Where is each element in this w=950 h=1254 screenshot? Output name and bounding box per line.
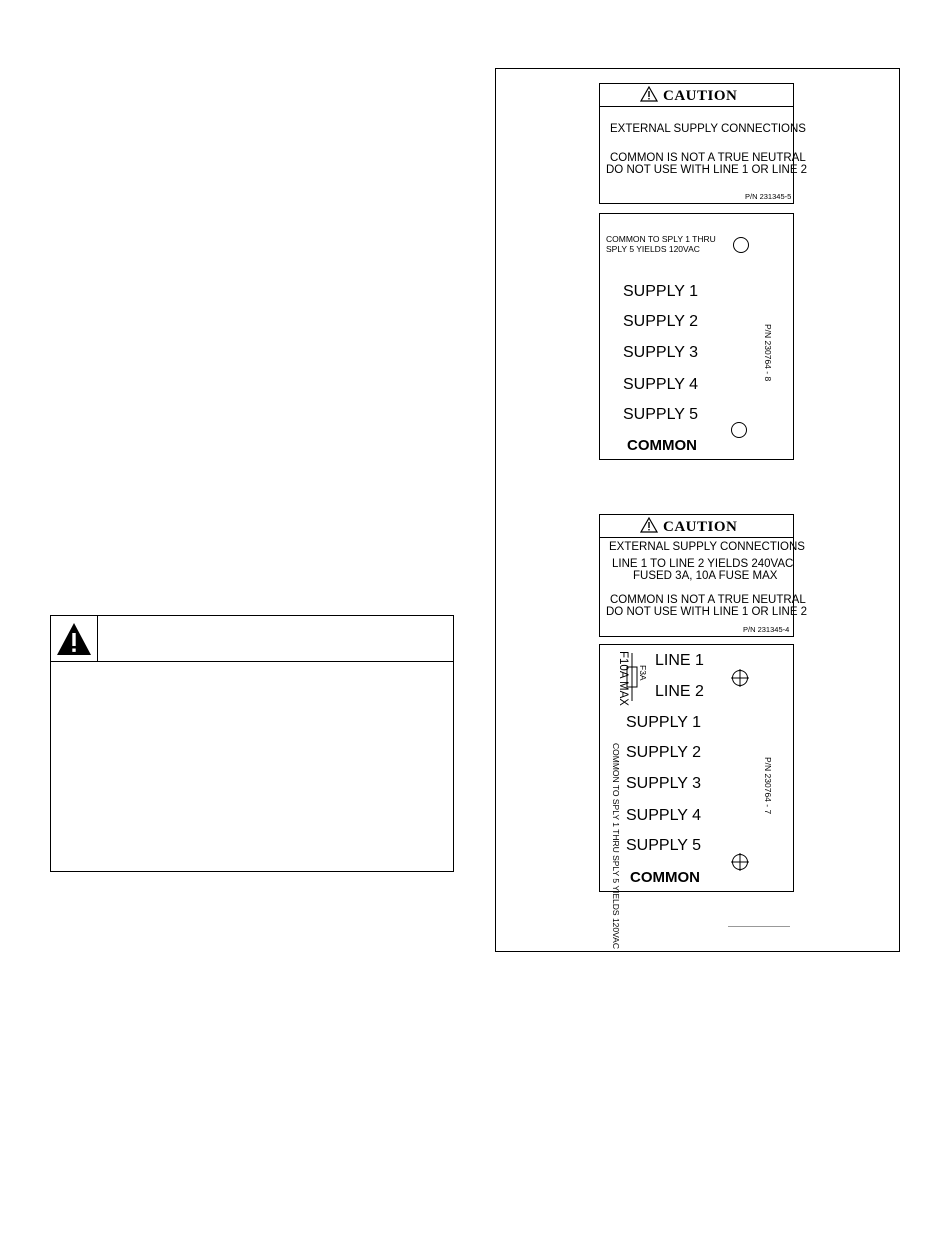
- mounting-hole-icon: [733, 237, 749, 253]
- common-terminal-label: COMMON: [627, 437, 697, 454]
- caution-header: [600, 84, 793, 107]
- terminal-label: SUPPLY 2: [626, 744, 702, 761]
- caution-text: DO NOT USE WITH LINE 1 OR LINE 2: [606, 164, 808, 176]
- mounting-hole-crosshair-icon: [731, 669, 749, 687]
- terminal-label: SUPPLY 4: [623, 376, 699, 393]
- terminal-label: SUPPLY 5: [623, 406, 699, 423]
- warning-header: [51, 616, 453, 662]
- faint-figure-mark: [728, 926, 790, 927]
- mounting-hole-crosshair-icon: [731, 853, 749, 871]
- part-number: P/N 230764 - 7: [763, 757, 773, 815]
- terminal-label-d: [599, 644, 794, 949]
- part-number: P/N 231345-4: [743, 625, 790, 634]
- terminal-label: SUPPLY 1: [626, 714, 702, 731]
- caution-text: EXTERNAL SUPPLY CONNECTIONS: [610, 123, 806, 135]
- caution-text: LINE 1 TO LINE 2 YIELDS 240VAC: [612, 558, 794, 570]
- label-note: COMMON TO SPLY 1 THRU: [606, 234, 716, 244]
- caution-title: CAUTION: [663, 519, 738, 535]
- terminal-label: SUPPLY 4: [626, 807, 702, 824]
- terminal-label-b: [599, 213, 794, 460]
- common-terminal-label: COMMON: [630, 869, 700, 886]
- fuse-symbol-icon: [625, 653, 639, 701]
- label-side-note: COMMON TO SPLY 1 THRU SPLY 5 YIELDS 120VAC: [611, 743, 621, 949]
- warning-icon-cell: [51, 616, 98, 661]
- caution-header: [600, 515, 793, 538]
- warning-box: [50, 615, 454, 872]
- terminal-label: SUPPLY 3: [623, 344, 699, 361]
- caution-label-c: [599, 514, 808, 637]
- caution-triangle-icon: [640, 517, 658, 533]
- part-number: P/N 231345-5: [745, 192, 792, 201]
- caution-text: DO NOT USE WITH LINE 1 OR LINE 2: [606, 606, 808, 618]
- caution-title: CAUTION: [663, 88, 738, 104]
- terminal-label: SUPPLY 5: [626, 837, 702, 854]
- caution-label-a: [599, 83, 808, 204]
- caution-text: FUSED 3A, 10A FUSE MAX: [633, 570, 778, 582]
- caution-text: EXTERNAL SUPPLY CONNECTIONS: [609, 541, 805, 553]
- label-note: SPLY 5 YIELDS 120VAC: [606, 244, 700, 254]
- terminal-label: SUPPLY 2: [623, 313, 699, 330]
- caution-text: COMMON IS NOT A TRUE NEUTRAL: [610, 152, 806, 164]
- fuse-rating: F3A: [638, 665, 648, 681]
- caution-triangle-icon: [640, 86, 658, 102]
- mounting-hole-icon: [731, 422, 747, 438]
- line-terminal-label: LINE 2: [655, 683, 704, 700]
- terminal-label: SUPPLY 1: [623, 283, 699, 300]
- warning-triangle-icon: [56, 622, 92, 656]
- caution-text: COMMON IS NOT A TRUE NEUTRAL: [610, 594, 806, 606]
- part-number: P/N 230764 - 8: [763, 324, 773, 382]
- fuse-max-rating: F10A MAX: [617, 651, 629, 706]
- terminal-label: SUPPLY 3: [626, 775, 702, 792]
- line-terminal-label: LINE 1: [655, 652, 704, 669]
